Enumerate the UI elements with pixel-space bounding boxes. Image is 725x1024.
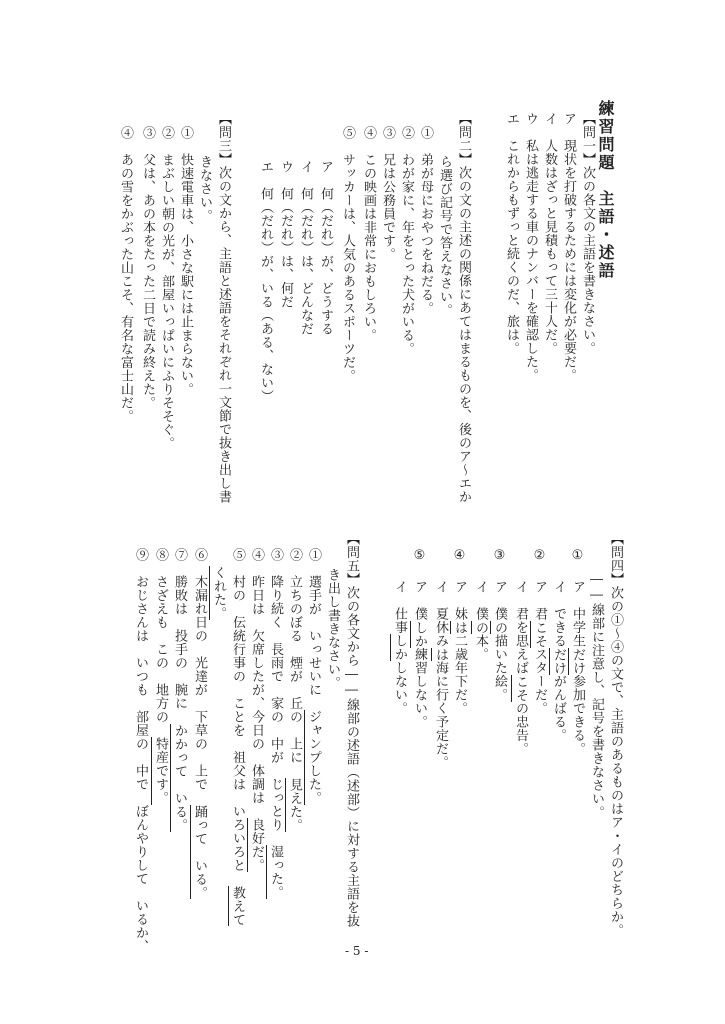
q5-item-1: ① 選手が いっせいに ジャンプした。 — [306, 548, 321, 805]
q2-choice-c: ウ 何（だれ）は、何だ — [278, 160, 293, 309]
q5-item-3: ③ 降り続く 長雨で 家の 中が じっとり 湿った。 — [268, 548, 283, 899]
page-title: 練習問題 主語・述語 — [596, 100, 615, 280]
q4-4-a: ア 妹は二歳年下だ。 — [452, 580, 467, 715]
q1-item-c: ウ 私は逃走する車のナンバーを確認した。 — [523, 112, 538, 382]
q5-heading: 【問五】次の各文から――線部の述語（述部）に対する主語を抜 — [344, 532, 359, 928]
q4-instruction-cont: ――線部に注意し、記号を書きなさい。 — [589, 572, 604, 819]
q2-instruction-cont: ら選び記号で答えなさい。 — [437, 155, 452, 317]
q2-choice-d: エ 何（だれ）が、いる（ある、ない） — [258, 160, 273, 403]
q4-num-1: ① — [570, 548, 585, 564]
q3-item-1: ① 快速電車は、小さな駅には止まらない。 — [178, 126, 193, 396]
q4-5-a: ア 僕しか練習しない。 — [412, 580, 427, 729]
q4-num-4: ④ — [452, 548, 467, 564]
q2-item-5: ⑤ サッカーは、人気のあるスポーツだ。 — [340, 126, 355, 383]
q4-1-a: ア 中学生だけ参加できる。 — [570, 580, 585, 756]
q5-item-5-cont: くれた。 — [211, 566, 226, 620]
q5-item-2: ② 立ちのぼる 煙が 丘の 上に 見えた。 — [287, 548, 302, 832]
q4-2-b: イ 君を思えばこその忠告。 — [513, 580, 528, 756]
q3-item-3: ③ 父は、あの本をたった二日で読み終えた。 — [140, 126, 155, 410]
q1-heading: 【問一】次の各文の主語を書きなさい。 — [580, 112, 595, 355]
q4-heading: 【問四】次の①～④の文で、主語のあるものはア・イのどちらか。 — [608, 532, 623, 937]
q4-num-3: ③ — [492, 548, 507, 564]
q4-1-b: イ できるだけがんばる。 — [551, 580, 566, 742]
q2-choice-a: ア 何（だれ）が、どうする — [318, 160, 333, 336]
q2-choice-b: イ 何（だれ）は、どんなだ — [298, 160, 313, 336]
q5-item-5: ⑤ 村の 伝統行事の ことを 祖父は いろいろと 教えて — [230, 548, 245, 926]
q5-item-7: ⑦ 勝敗は 投手の 腕に かかって いる。 — [172, 548, 187, 832]
q3-item-2: ② まぶしい朝の光が、部屋いっぱいにふりそそぐ。 — [159, 126, 174, 450]
q5-item-8: ⑧ さざえも この 地方の 特産です。 — [153, 548, 168, 805]
q4-3-b: イ 僕の本。 — [473, 580, 488, 661]
q5-item-4: ④ 昨日は 欠席したが、今日の 体調は 良好だ。 — [249, 548, 264, 872]
page-number: - 5 - — [345, 944, 369, 958]
q1-item-a: ア 現状を打破するためには変化が必要だ。 — [561, 112, 576, 382]
q4-4-b: イ 夏休みは海に行く予定だ。 — [433, 580, 448, 769]
q4-num-2: ② — [532, 548, 547, 564]
q5-item-6: ⑥ 木漏れ日の 光達が 下草の 上で 踊って いる。 — [192, 548, 207, 899]
q2-item-4: ④ この映画は非常におもしろい。 — [361, 126, 376, 342]
q5-item-9: ⑨ おじさんは いつも 部屋の 中で ぼんやりして いるか、 — [133, 548, 148, 953]
q4-5-b: イ 仕事しかしない。 — [392, 580, 407, 715]
q4-3-a: ア 僕の描いた絵。 — [492, 580, 507, 702]
q4-num-5: ⑤ — [412, 548, 427, 564]
q3-item-4: ④ あの雪をかぶった山こそ、有名な富士山だ。 — [118, 126, 133, 423]
q1-item-d: エ これからもずっと続くのだ、旅は。 — [504, 112, 519, 355]
q5-instruction-cont: き出し書きなさい。 — [325, 568, 340, 690]
q3-instruction-cont: きなさい。 — [197, 155, 212, 223]
q1-item-b: イ 人数はざっと見積もって三十人だ。 — [542, 112, 557, 355]
q2-heading: 【問二】次の文の主述の関係にあてはまるものを、後のア～エか — [456, 112, 471, 504]
q2-item-2: ② わが家に、年をとった犬がいる。 — [399, 126, 414, 356]
q2-item-1: ① 弟が母におやつをねだる。 — [418, 126, 433, 315]
q2-item-3: ③ 兄は公務員です。 — [380, 126, 395, 261]
q3-heading: 【問三】次の文から、主語と述語をそれぞれ一文節で抜き出し書 — [216, 112, 231, 504]
q4-2-a: ア 君こそスターだ。 — [532, 580, 547, 715]
